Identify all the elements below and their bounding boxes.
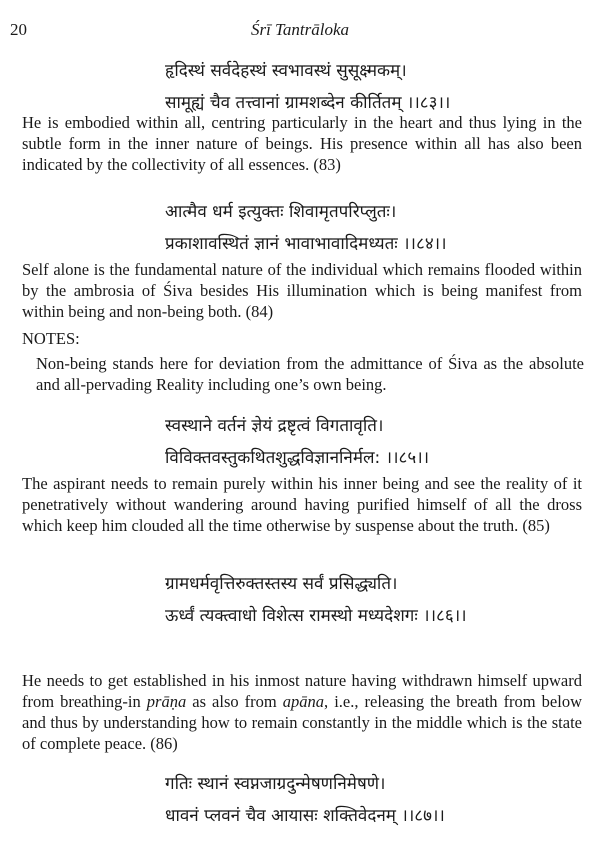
running-title: Śrī Tantrāloka [250,20,350,39]
sanskrit-verse-84 [165,196,447,260]
term-apana: apāna [282,692,325,711]
verse-line: सामूह्यं चैव तत्त्वानां ग्रामशब्देन कीर्तितम् ।।८३।। [165,93,451,113]
verse-line: हृदिस्थं सर्वदेहस्थं स्वभावस्थं सुसूक्ष्मकम्। [165,61,407,81]
notes-label: NOTES: [22,329,80,348]
verse-line: धावनं प्लवनं चैव आयासः शक्तिवेदनम् ।।८७।। [165,806,445,826]
sanskrit-verse-87 [165,768,445,832]
sanskrit-verse-86 [165,568,467,632]
translation-paragraph-86 [22,670,582,754]
term-prana: prāṇa [146,692,187,711]
page-header [10,20,590,44]
note-text: Non-being stands here for deviation from the admittance of Śiva as the absolute and all-pervading Reality including one’s own being. [36,354,584,394]
verse-line: विविक्तवस्तुकथितशुद्धविज्ञाननिर्मल: ।।८५।। [165,448,430,468]
verse-line: गतिः स्थानं स्वप्नजाग्रदुन्मेषणनिमेषणे। [165,774,386,794]
paragraph-text: He needs to get established in his inmost nature having withdrawn himself upward from breathing-in [22,671,582,711]
verse-line: ग्रामधर्मवृत्तिरुक्तस्तस्य सर्वं प्रसिद्ध्यति। [165,574,398,594]
translation-paragraph-84: Self alone is the fundamental nature of the individual which remains flooded within by the ambrosia of Śiva besides His illumination which is being manifest from within being and non-being both. (84) [22,260,582,321]
sanskrit-verse-83 [165,55,450,119]
verse-line: स्वस्थाने वर्तनं ज्ञेयं द्रष्टृत्वं विगतावृति। [165,416,384,436]
verse-line: प्रकाशावस्थितं ज्ञानं भावाभावादिमध्यतः ।।८४।। [165,234,447,254]
translation-paragraph-83: He is embodied within all, centring particularly in the heart and thus lying in the subtle form in the inner nature of beings. His presence within all has also been indicated by the collectivity of all essences. (83) [22,113,582,174]
translation-paragraph-85: The aspirant needs to remain purely within his inner being and see the reality of it penetratively without wandering around having purified himself of all the dross which keep him clouded all the time otherwise by suspense about the truth. (85) [22,474,582,535]
paragraph-text: , i.e., releasing the breath from below and thus by understanding how to remain constantly in the middle which is the state of complete peace. (86) [22,692,583,753]
verse-line: ऊर्ध्वं त्यक्त्वाधो विशेत्स रामस्थो मध्यदेशगः ।।८६।। [165,606,467,626]
sanskrit-verse-85 [165,410,429,474]
verse-line: आत्मैव धर्म इत्युक्तः शिवामृतपरिप्लुतः। [165,202,397,222]
paragraph-text: as also from [186,692,283,711]
page-number: 20 [10,20,27,39]
